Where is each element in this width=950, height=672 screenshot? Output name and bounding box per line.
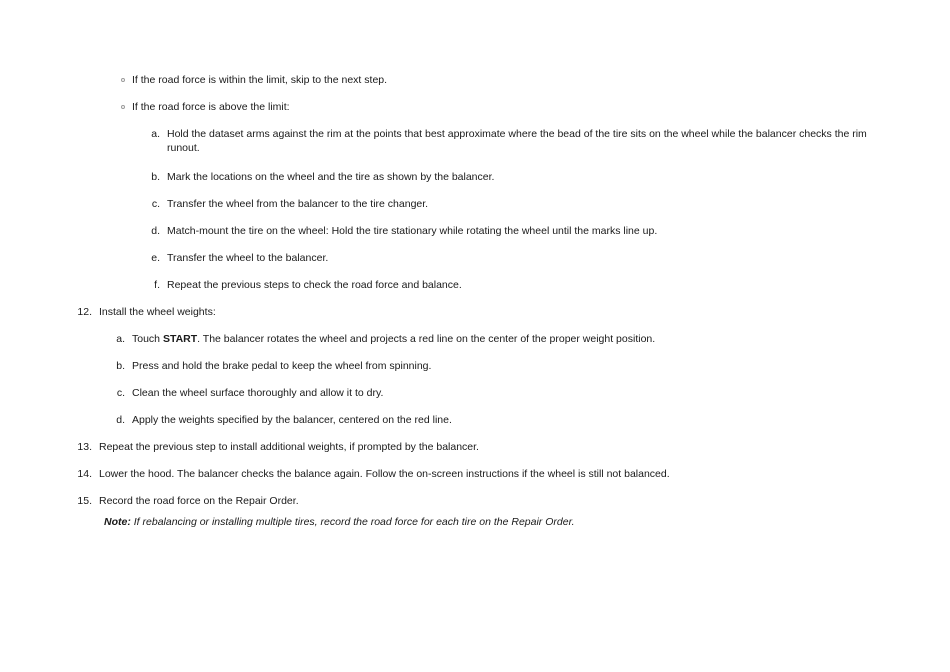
bullet-text: If the road force is above the limit:	[132, 101, 290, 113]
list-item-text: Press and hold the brake pedal to keep the wheel from spinning.	[132, 360, 432, 372]
list-marker: c.	[151, 198, 160, 210]
note	[104, 515, 575, 529]
list-marker: d.	[151, 225, 160, 237]
start-keyword: START	[162, 333, 198, 345]
list-marker: e.	[151, 252, 160, 264]
list-item-text: Transfer the wheel from the balancer to the tire changer.	[167, 198, 429, 210]
bullet-dot-icon	[121, 78, 125, 82]
start-description: . The balancer rotates the wheel and projects a red line on the center of the proper weight position.	[197, 333, 656, 345]
list-marker: a.	[151, 128, 160, 140]
step-number: 13.	[77, 441, 92, 453]
list-marker: f.	[154, 279, 160, 291]
step-text: Lower the hood. The balancer checks the balance again. Follow the on-screen instructions if the wheel is still not balanced.	[99, 468, 670, 480]
bullet-dot-icon	[121, 105, 125, 109]
step-text: Record the road force on the Repair Order.	[99, 495, 299, 507]
step-number: 12.	[77, 306, 92, 318]
note-label: Note:	[104, 516, 131, 528]
step-number: 15.	[77, 495, 92, 507]
list-marker: d.	[116, 414, 125, 426]
touch-text: Touch	[132, 333, 163, 345]
step-number: 14.	[77, 468, 92, 480]
list-item-text: Apply the weights specified by the balancer, centered on the red line.	[132, 414, 452, 426]
list-item-text: Repeat the previous steps to check the road force and balance.	[167, 279, 462, 291]
list-item-text: Hold the dataset arms against the rim at the points that best approximate where the bead of the tire sits on the wheel while the balancer checks the rim runout.	[167, 128, 867, 154]
list-item-text	[132, 332, 655, 346]
list-marker: b.	[151, 171, 160, 183]
list-item-text: Mark the locations on the wheel and the tire as shown by the balancer.	[167, 171, 495, 183]
bullet-text: If the road force is within the limit, skip to the next step.	[132, 74, 388, 86]
step-text: Repeat the previous step to install additional weights, if prompted by the balancer.	[99, 441, 479, 453]
list-item-text: Match-mount the tire on the wheel: Hold the tire stationary while rotating the wheel until the marks line up.	[167, 225, 658, 237]
list-marker: a.	[116, 333, 125, 345]
list-marker: c.	[116, 387, 125, 399]
step-text: Install the wheel weights:	[99, 306, 216, 318]
note-text: If rebalancing or installing multiple tires, record the road force for each tire on the Repair Order.	[130, 516, 575, 528]
list-item-text: Clean the wheel surface thoroughly and allow it to dry.	[132, 387, 384, 399]
list-item-text: Transfer the wheel to the balancer.	[167, 252, 329, 264]
list-marker: b.	[116, 360, 125, 372]
